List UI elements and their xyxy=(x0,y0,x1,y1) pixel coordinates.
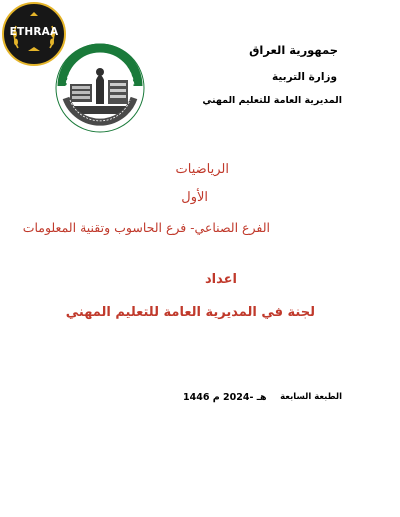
logo-text: ETHRAA xyxy=(9,26,59,38)
committee-name: لجنة في المديرية العامة للتعليم المهني xyxy=(65,305,315,320)
grade-label: الأول xyxy=(181,190,208,205)
ministry-seal-icon xyxy=(52,40,148,136)
year-label: 1446 هـ -2024 م xyxy=(183,392,267,403)
subject-title: الرياضيات xyxy=(175,162,229,177)
prepared-label: اعداد xyxy=(205,272,237,287)
country-name: جمهورية العراق xyxy=(249,43,338,57)
branch-label: الفرع الصناعي- فرع الحاسوب وتقنية المعلومات xyxy=(22,220,270,235)
ministry-name: وزارة التربية xyxy=(271,71,337,83)
edition-label: الطبعة السابعة xyxy=(280,392,342,402)
directorate-name: المديرية العامة للتعليم المهني xyxy=(202,95,342,106)
